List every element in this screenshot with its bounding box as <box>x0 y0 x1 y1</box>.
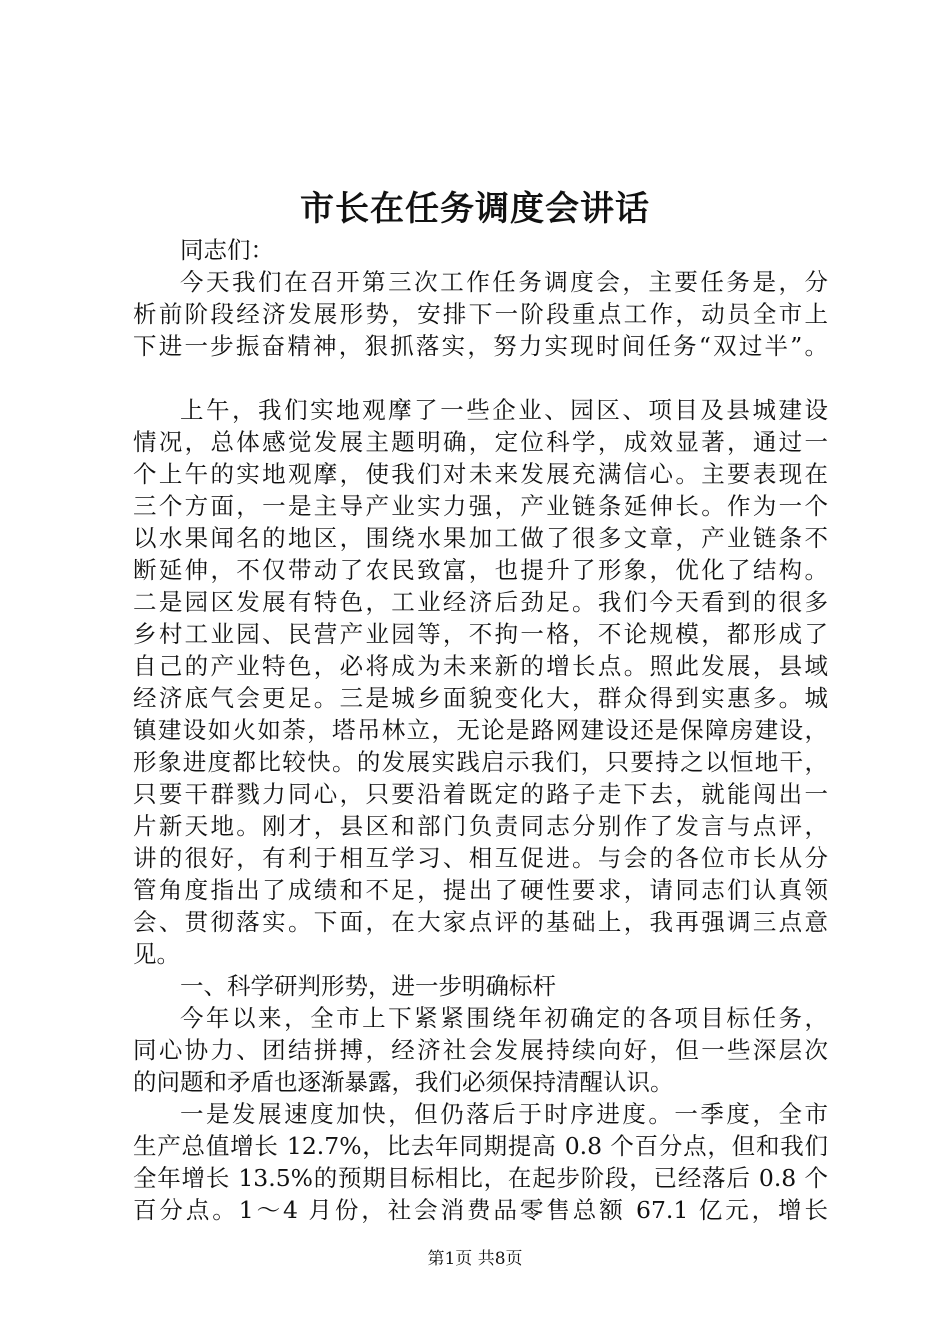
text-line: 百分点。1～4 月份，社会消费品零售总额 67.1 亿元，增长 <box>133 1196 828 1224</box>
document-title: 市长在任务调度会讲话 <box>300 189 650 229</box>
text-line: 讲的很好，有利于相互学习、相互促进。与会的各位市长从分 <box>133 844 828 872</box>
text-line: 只要干群戮力同心，只要沿着既定的路子走下去，就能闯出一 <box>133 780 828 808</box>
text-line: 镇建设如火如荼，塔吊林立，无论是路网建设还是保障房建设， <box>133 716 828 744</box>
paragraph-gap <box>133 362 828 394</box>
text-line: 个上午的实地观摩，使我们对未来发展充满信心。主要表现在 <box>133 460 828 488</box>
text-line: 断延伸，不仅带动了农民致富，也提升了形象，优化了结构。 <box>133 556 828 584</box>
text-line: 片新天地。刚才，县区和部门负责同志分别作了发言与点评， <box>133 812 828 840</box>
text-line: 以水果闻名的地区，围绕水果加工做了很多文章，产业链条不 <box>133 524 828 552</box>
text-line: 析前阶段经济发展形势，安排下一阶段重点工作，动员全市上 <box>133 300 828 328</box>
text-line: 的问题和矛盾也逐渐暴露，我们必须保持清醒认识。 <box>133 1068 674 1096</box>
text-line: 自己的产业特色，必将成为未来新的增长点。照此发展，县域 <box>133 652 828 680</box>
text-line: 今年以来，全市上下紧紧围绕年初确定的各项目标任务， <box>180 1004 828 1032</box>
text-line: 同心协力、团结拼搏，经济社会发展持续向好，但一些深层次 <box>133 1036 828 1064</box>
text-line: 下进一步振奋精神，狠抓落实，努力实现时间任务“双过半”。 <box>133 332 828 360</box>
text-line: 生产总值增长 12.7%，比去年同期提高 0.8 个百分点，但和我们 <box>133 1132 828 1160</box>
text-line: 同志们： <box>180 236 274 264</box>
text-line: 乡村工业园、民营产业园等，不拘一格，不论规模，都形成了 <box>133 620 828 648</box>
text-line: 情况，总体感觉发展主题明确，定位科学，成效显著，通过一 <box>133 428 828 456</box>
text-line: 见。 <box>133 940 180 968</box>
text-line: 全年增长 13.5%的预期目标相比，在起步阶段，已经落后 0.8 个 <box>133 1164 828 1192</box>
page-footer: 第1页 共8页 <box>427 1249 523 1269</box>
document-body <box>133 234 828 1226</box>
text-line: 一是发展速度加快，但仍落后于时序进度。一季度，全市 <box>180 1100 828 1128</box>
text-line: 三个方面，一是主导产业实力强，产业链条延伸长。作为一个 <box>133 492 828 520</box>
text-line: 经济底气会更足。三是城乡面貌变化大，群众得到实惠多。城 <box>133 684 828 712</box>
text-line: 管角度指出了成绩和不足，提出了硬性要求，请同志们认真领 <box>133 876 828 904</box>
text-line: 上午，我们实地观摩了一些企业、园区、项目及县城建设 <box>180 396 828 424</box>
text-line: 一、科学研判形势，进一步明确标杆 <box>180 972 556 1000</box>
text-line: 今天我们在召开第三次工作任务调度会，主要任务是，分 <box>180 268 828 296</box>
text-line: 形象进度都比较快。的发展实践启示我们，只要持之以恒地干， <box>133 748 828 776</box>
text-line: 会、贯彻落实。下面，在大家点评的基础上，我再强调三点意 <box>133 908 828 936</box>
text-line: 二是园区发展有特色，工业经济后劲足。我们今天看到的很多 <box>133 588 828 616</box>
